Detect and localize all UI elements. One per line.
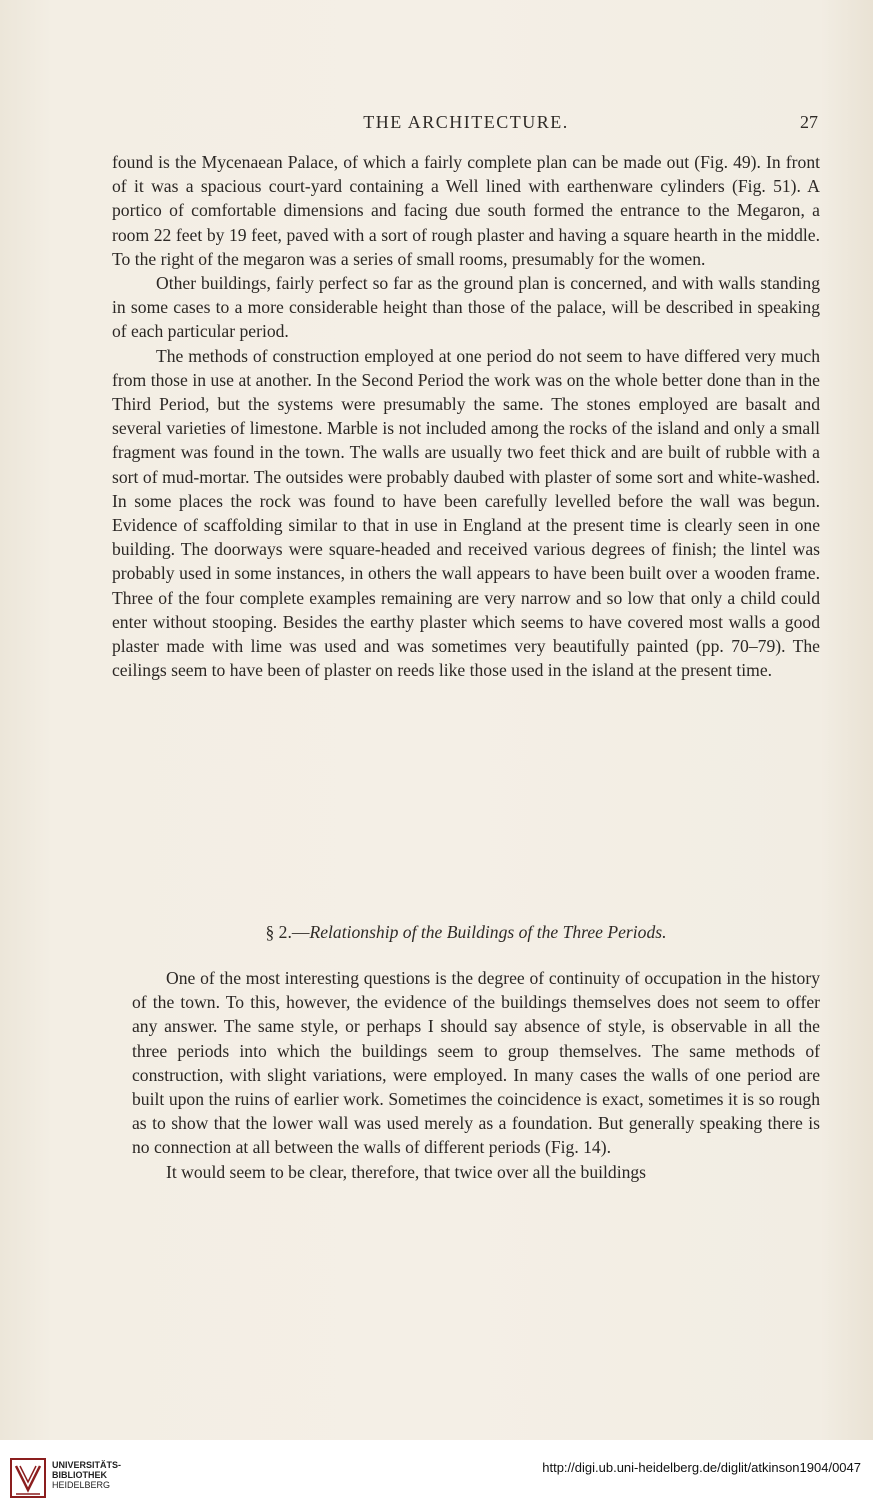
library-name bbox=[52, 1460, 121, 1490]
section-paragraph-2: It would seem to be clear, therefore, that twice over all the buildings bbox=[166, 1161, 647, 1182]
library-line-2: BIBLIOTHEK bbox=[52, 1470, 107, 1480]
footer-bar bbox=[0, 1440, 873, 1512]
source-url-link[interactable]: http://digi.ub.uni-heidelberg.de/diglit/atkinson1904/0047 bbox=[542, 1460, 861, 1475]
paragraph-3: The methods of construction employed at one period do not seem to have differed very much from those in use at another. In the Second Period the work was on the whole better done than in the Third Period, but the systems were presumably the same. The stones employed are basalt and several varieties of limestone. Marble is not included among the rocks of the island and only a small fragment was found in the town. The walls are usually two feet thick and are built of rubble with a sort of mud-mortar. The outsides were probably daubed with plaster of some sort and white-washed. In some places the rock was found to have been carefully levelled before the wall was begun. Evidence of scaffolding similar to that in use in England at the present time is clearly seen in one building. The doorways were square-headed and received various degrees of finish; the lintel was probably used in some instances, in others the wall appears to have been built over a wooden frame. Three of the four complete examples remaining are very narrow and so low that only a child could enter without stooping. Besides the earthy plaster which seems to have covered most walls a good plaster made with lime was used and was sometimes very beautifully painted (pp. 70–79). The ceilings seem to have been of plaster on reeds like those used in the island at the present time. bbox=[112, 345, 820, 681]
running-head bbox=[112, 112, 820, 140]
running-title: THE ARCHITECTURE. bbox=[363, 112, 569, 132]
library-crest-icon bbox=[8, 1456, 48, 1500]
section-body-text bbox=[132, 966, 820, 1184]
section-title: Relationship of the Buildings of the Three Periods. bbox=[309, 922, 667, 942]
page-number: 27 bbox=[800, 112, 818, 132]
section-paragraph-1: One of the most interesting questions is the degree of continuity of occupation in the history of the town. To this, however, the evidence of the buildings themselves does not seem to offer any answer. The same style, or perhaps I should say absence of style, is observable in all the three periods into which the buildings seem to group themselves. The same methods of construction, with slight variations, were employed. In many cases the walls of one period are built upon the ruins of earlier work. Sometimes the coincidence is exact, sometimes it is so rough as to show that the lower wall was used merely as a foundation. But generally speaking there is no connection at all between the walls of different periods (Fig. 14). bbox=[132, 968, 820, 1158]
paragraph-2: Other buildings, fairly perfect so far as the ground plan is concerned, and with walls standing in some cases to a more considerable height than those of the palace, will be described in speaking of each particular period. bbox=[112, 273, 820, 342]
section-heading bbox=[112, 922, 820, 943]
library-line-1: UNIVERSITÄTS- bbox=[52, 1460, 122, 1470]
library-line-3: HEIDELBERG bbox=[52, 1480, 111, 1490]
paragraph-1: found is the Mycenaean Palace, of which a fairly complete plan can be made out (Fig. 49). In front of it was a spacious court-yard containing a Well lined with earthenware cylinders (Fig. 51). A portico of comfortable dimensions and facing due south formed the entrance to the Megaron, a room 22 feet by 19 feet, paved with a sort of rough plaster and having a square hearth in the middle. To the right of the megaron was a series of small rooms, presumably for the women. bbox=[112, 152, 820, 269]
section-number: § 2.— bbox=[265, 922, 310, 942]
body-text bbox=[112, 150, 820, 682]
